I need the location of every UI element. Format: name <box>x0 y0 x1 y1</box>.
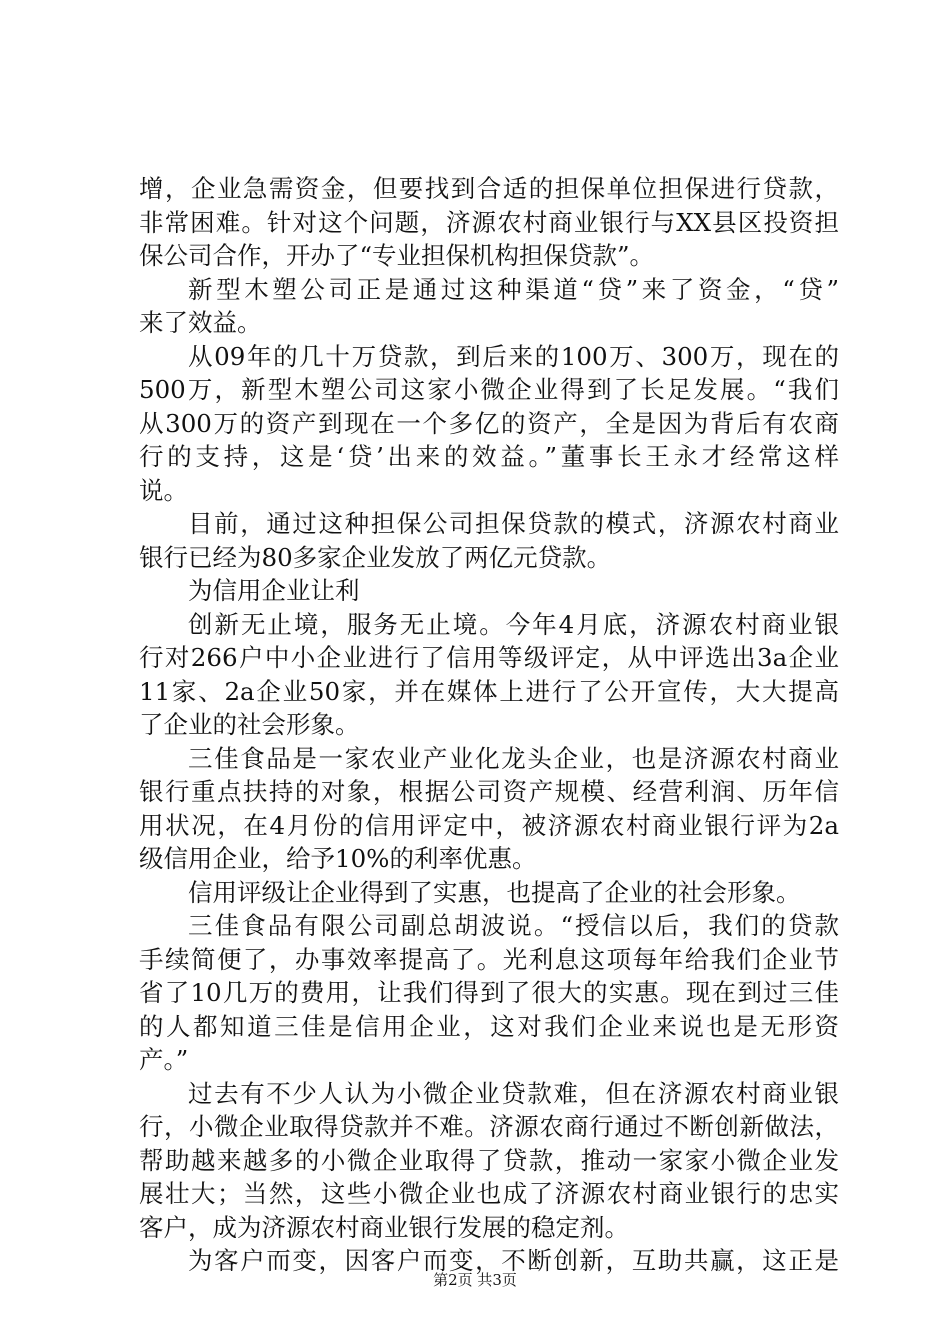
text-line: 帮助越来越多的小微企业取得了贷款，推动一家家小微企业发 <box>139 1145 839 1175</box>
text-line: 产。” <box>139 1045 189 1074</box>
text-line: 信用评级让企业得到了实惠，也提高了企业的社会形象。 <box>188 877 801 907</box>
text-line: 了企业的社会形象。 <box>139 710 360 739</box>
document-body <box>139 172 839 1278</box>
text-line: 说。 <box>139 475 188 505</box>
text-line: 银行已经为80多家企业发放了两亿元贷款。 <box>139 542 612 572</box>
text-line: 保公司合作，开办了“专业担保机构担保贷款”。 <box>139 241 655 270</box>
text-line: 创新无止境，服务无止境。今年4月底，济源农村商业银 <box>188 609 839 639</box>
page-footer <box>0 1270 950 1290</box>
text-line: 的人都知道三佳是信用企业，这对我们企业来说也是无形资 <box>139 1011 839 1041</box>
text-line: 非常困难。针对这个问题，济源农村商业银行与XX县区投资担 <box>139 207 839 237</box>
text-line: 级信用企业，给予10%的利率优惠。 <box>139 844 537 873</box>
page-number: 第2页 共3页 <box>433 1271 517 1289</box>
text-line: 展壮大；当然，这些小微企业也成了济源农村商业银行的忠实 <box>139 1179 839 1208</box>
text-line: 新型木塑公司正是通过这种渠道“贷”来了资金，“贷” <box>188 274 839 304</box>
text-line: 用状况，在4月份的信用评定中，被济源农村商业银行评为2a <box>139 810 839 840</box>
section-heading: 为信用企业让利 <box>188 576 360 605</box>
text-line: 行的支持，这是‘贷’出来的效益。”董事长王永才经常这样 <box>139 442 839 471</box>
text-line: 行，小微企业取得贷款并不难。济源农商行通过不断创新做法， <box>139 1112 839 1141</box>
text-line: 过去有不少人认为小微企业贷款难，但在济源农村商业银 <box>188 1078 839 1108</box>
text-line: 手续简便了，办事效率提高了。光利息这项每年给我们企业节 <box>139 944 839 974</box>
text-line: 为客户而变，因客户而变，不断创新，互助共赢，这正是 <box>188 1246 839 1275</box>
text-line: 11家、2a企业50家，并在媒体上进行了公开宣传，大大提高 <box>139 676 839 706</box>
text-line: 银行重点扶持的对象，根据公司资产规模、经营利润、历年信 <box>139 777 839 806</box>
text-line: 客户，成为济源农村商业银行发展的稳定剂。 <box>139 1212 629 1242</box>
text-line: 三佳食品有限公司副总胡波说。“授信以后，我们的贷款 <box>188 911 839 940</box>
text-line: 目前，通过这种担保公司担保贷款的模式，济源农村商业 <box>188 509 839 538</box>
text-line: 三佳食品是一家农业产业化龙头企业，也是济源农村商业 <box>188 743 839 773</box>
text-line: 省了10几万的费用，让我们得到了很大的实惠。现在到过三佳 <box>139 978 839 1007</box>
text-line: 来了效益。 <box>139 308 262 337</box>
text-line: 500万，新型木塑公司这家小微企业得到了长足发展。“我们 <box>139 375 839 404</box>
text-line: 从09年的几十万贷款，到后来的100万、300万，现在的 <box>188 341 839 371</box>
text-line: 增，企业急需资金，但要找到合适的担保单位担保进行贷款， <box>139 174 839 203</box>
text-line: 行对266户中小企业进行了信用等级评定，从中评选出3a企业 <box>139 643 839 672</box>
text-line: 从300万的资产到现在一个多亿的资产，全是因为背后有农商 <box>139 408 839 438</box>
